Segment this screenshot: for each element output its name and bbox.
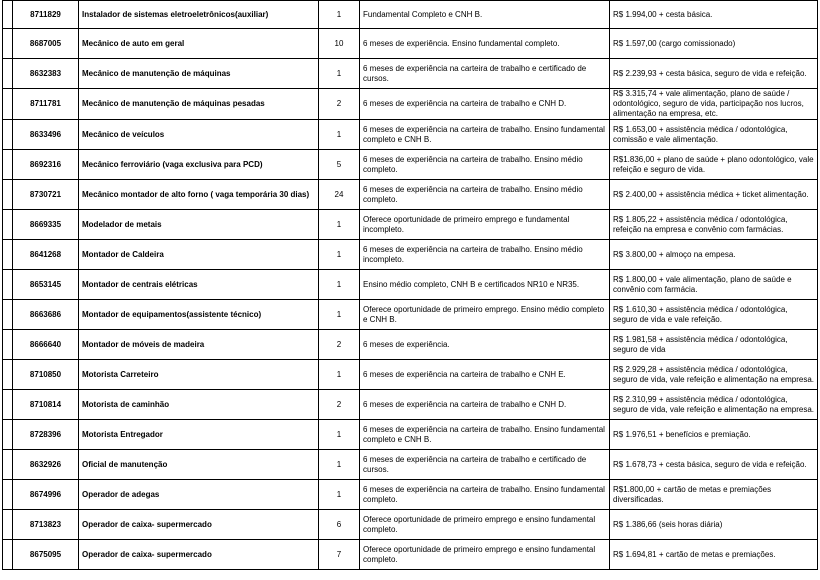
table-row [3,300,818,330]
job-title: Operador de adegas [79,480,319,510]
table-row [3,89,818,120]
vacancy-quantity: 5 [319,150,360,180]
job-requirements: 6 meses de experiência na carteira de trabalho e certificado de cursos. [360,59,610,89]
blank-cell [3,180,13,210]
vacancy-quantity: 1 [319,1,360,29]
vacancy-quantity: 1 [319,120,360,150]
job-salary: R$ 2.400,00 + assistência médica + ticket alimentação. [610,180,818,210]
job-requirements: 6 meses de experiência na carteira de trabalho. Ensino fundamental completo e CNH B. [360,420,610,450]
job-salary: R$ 1.981,58 + assistência médica / odontológica, seguro de vida [610,330,818,360]
vacancy-code: 8711781 [13,89,79,120]
blank-cell [3,29,13,59]
vacancy-quantity: 7 [319,540,360,570]
blank-cell [3,540,13,570]
job-requirements: 6 meses de experiência na carteira de trabalho e CNH D. [360,390,610,420]
table-row [3,270,818,300]
blank-cell [3,360,13,390]
table-row [3,510,818,540]
job-title: Mecânico de manutenção de máquinas [79,59,319,89]
job-requirements: Oferece oportunidade de primeiro emprego e ensino fundamental completo. [360,510,610,540]
job-salary: R$1.836,00 + plano de saúde + plano odontológico, vale refeição e seguro de vida. [610,150,818,180]
vacancy-code: 8653145 [13,270,79,300]
job-salary: R$ 1.694,81 + cartão de metas e premiações. [610,540,818,570]
job-title: Montador de equipamentos(assistente técnico) [79,300,319,330]
blank-cell [3,450,13,480]
job-title: Mecânico de manutenção de máquinas pesadas [79,89,319,120]
table-row [3,180,818,210]
job-title: Motorista Carreteiro [79,360,319,390]
vacancy-code: 8666640 [13,330,79,360]
vacancy-code: 8728396 [13,420,79,450]
vacancy-quantity: 1 [319,300,360,330]
job-title: Modelador de metais [79,210,319,240]
blank-cell [3,270,13,300]
job-requirements: 6 meses de experiência na carteira de trabalho. Ensino médio incompleto. [360,240,610,270]
vacancy-code: 8713823 [13,510,79,540]
table-row [3,420,818,450]
job-salary: R$ 2.310,99 + assistência médica / odontológica, seguro de vida, vale refeição e alimentação na empresa. [610,390,818,420]
vacancy-quantity: 2 [319,89,360,120]
table-row [3,59,818,89]
blank-cell [3,510,13,540]
job-title: Mecânico de veículos [79,120,319,150]
blank-cell [3,240,13,270]
job-requirements: 6 meses de experiência na carteira de trabalho e CNH D. [360,89,610,120]
blank-cell [3,480,13,510]
table-row [3,120,818,150]
table-row [3,540,818,570]
job-requirements: 6 meses de experiência. Ensino fundamental completo. [360,29,610,59]
vacancy-quantity: 10 [319,29,360,59]
vacancy-quantity: 1 [319,59,360,89]
table-row [3,450,818,480]
vacancy-quantity: 1 [319,240,360,270]
vacancy-code: 8675095 [13,540,79,570]
blank-cell [3,89,13,120]
vacancy-quantity: 1 [319,210,360,240]
vacancy-quantity: 1 [319,480,360,510]
vacancy-code: 8669335 [13,210,79,240]
job-requirements: 6 meses de experiência na carteira de trabalho. Ensino médio completo. [360,150,610,180]
job-salary: R$ 1.805,22 + assistência médica / odontológica, refeição na empresa e convênio com farmácias. [610,210,818,240]
vacancy-code: 8711829 [13,1,79,29]
job-title: Mecânico de auto em geral [79,29,319,59]
vacancy-quantity: 1 [319,360,360,390]
job-requirements: Oferece oportunidade de primeiro emprego e fundamental incompleto. [360,210,610,240]
job-salary: R$ 1.386,66 (seis horas diária) [610,510,818,540]
job-title: Motorista de caminhão [79,390,319,420]
job-salary: R$ 3.315,74 + vale alimentação, plano de saúde / odontológico, seguro de vida, participação nos lucros, alimentação na empresa, etc. [610,89,818,120]
blank-cell [3,330,13,360]
job-salary: R$ 3.800,00 + almoço na empesa. [610,240,818,270]
job-salary: R$ 1.610,30 + assistência médica / odontológica, seguro de vida e vale refeição. [610,300,818,330]
vacancy-quantity: 24 [319,180,360,210]
job-requirements: Fundamental Completo e CNH B. [360,1,610,29]
job-salary: R$ 1.678,73 + cesta básica, seguro de vida e refeição. [610,450,818,480]
job-salary: R$ 2.929,28 + assistência médica / odontológica, seguro de vida, vale refeição e alimentação na empresa. [610,360,818,390]
blank-cell [3,210,13,240]
blank-cell [3,390,13,420]
job-title: Operador de caixa- supermercado [79,510,319,540]
table-row [3,150,818,180]
vacancy-code: 8710814 [13,390,79,420]
job-salary: R$ 1.976,51 + benefícios e premiação. [610,420,818,450]
job-title: Montador de móveis de madeira [79,330,319,360]
job-salary: R$ 1.994,00 + cesta básica. [610,1,818,29]
blank-cell [3,59,13,89]
table-body [3,1,818,570]
job-requirements: 6 meses de experiência na carteira de trabalho e CNH E. [360,360,610,390]
vacancy-code: 8663686 [13,300,79,330]
vacancy-code: 8710850 [13,360,79,390]
job-title: Mecânico ferroviário (vaga exclusiva para PCD) [79,150,319,180]
blank-cell [3,150,13,180]
job-requirements: 6 meses de experiência na carteira de trabalho. Ensino fundamental completo. [360,480,610,510]
table-row [3,390,818,420]
table-row [3,480,818,510]
job-salary: R$ 1.653,00 + assistência médica / odontológica, comissão e vale alimentação. [610,120,818,150]
job-requirements: Oferece oportunidade de primeiro emprego e ensino fundamental completo. [360,540,610,570]
job-salary: R$ 1.800,00 + vale alimentação, plano de saúde e convênio com farmácia. [610,270,818,300]
table-row [3,1,818,29]
job-requirements: Ensino médio completo, CNH B e certificados NR10 e NR35. [360,270,610,300]
vacancy-code: 8692316 [13,150,79,180]
vacancy-code: 8632383 [13,59,79,89]
job-vacancies-table [2,0,818,570]
vacancy-code: 8730721 [13,180,79,210]
job-title: Operador de caixa- supermercado [79,540,319,570]
job-requirements: Oferece oportunidade de primeiro emprego. Ensino médio completo e CNH B. [360,300,610,330]
job-title: Montador de Caldeira [79,240,319,270]
table-row [3,29,818,59]
vacancy-quantity: 1 [319,270,360,300]
vacancy-code: 8687005 [13,29,79,59]
job-salary: R$ 1.597,00 (cargo comissionado) [610,29,818,59]
job-title: Instalador de sistemas eletroeletrônicos(auxiliar) [79,1,319,29]
job-requirements: 6 meses de experiência. [360,330,610,360]
vacancy-quantity: 1 [319,450,360,480]
blank-cell [3,420,13,450]
job-requirements: 6 meses de experiência na carteira de trabalho e certificado de cursos. [360,450,610,480]
table-row [3,240,818,270]
job-title: Montador de centrais elétricas [79,270,319,300]
vacancy-code: 8632926 [13,450,79,480]
table-row [3,330,818,360]
table-row [3,360,818,390]
job-salary: R$1.800,00 + cartão de metas e premiações diversificadas. [610,480,818,510]
job-title: Motorista Entregador [79,420,319,450]
job-salary: R$ 2.239,93 + cesta básica, seguro de vida e refeição. [610,59,818,89]
vacancy-code: 8674996 [13,480,79,510]
job-requirements: 6 meses de experiência na carteira de trabalho. Ensino médio completo. [360,180,610,210]
job-requirements: 6 meses de experiência na carteira de trabalho. Ensino fundamental completo e CNH B. [360,120,610,150]
blank-cell [3,300,13,330]
vacancy-quantity: 6 [319,510,360,540]
blank-cell [3,1,13,29]
vacancy-quantity: 1 [319,420,360,450]
vacancy-quantity: 2 [319,390,360,420]
vacancy-quantity: 2 [319,330,360,360]
vacancy-code: 8633496 [13,120,79,150]
vacancy-code: 8641268 [13,240,79,270]
job-title: Mecânico montador de alto forno ( vaga temporária 30 dias) [79,180,319,210]
job-title: Oficial de manutenção [79,450,319,480]
table-row [3,210,818,240]
blank-cell [3,120,13,150]
